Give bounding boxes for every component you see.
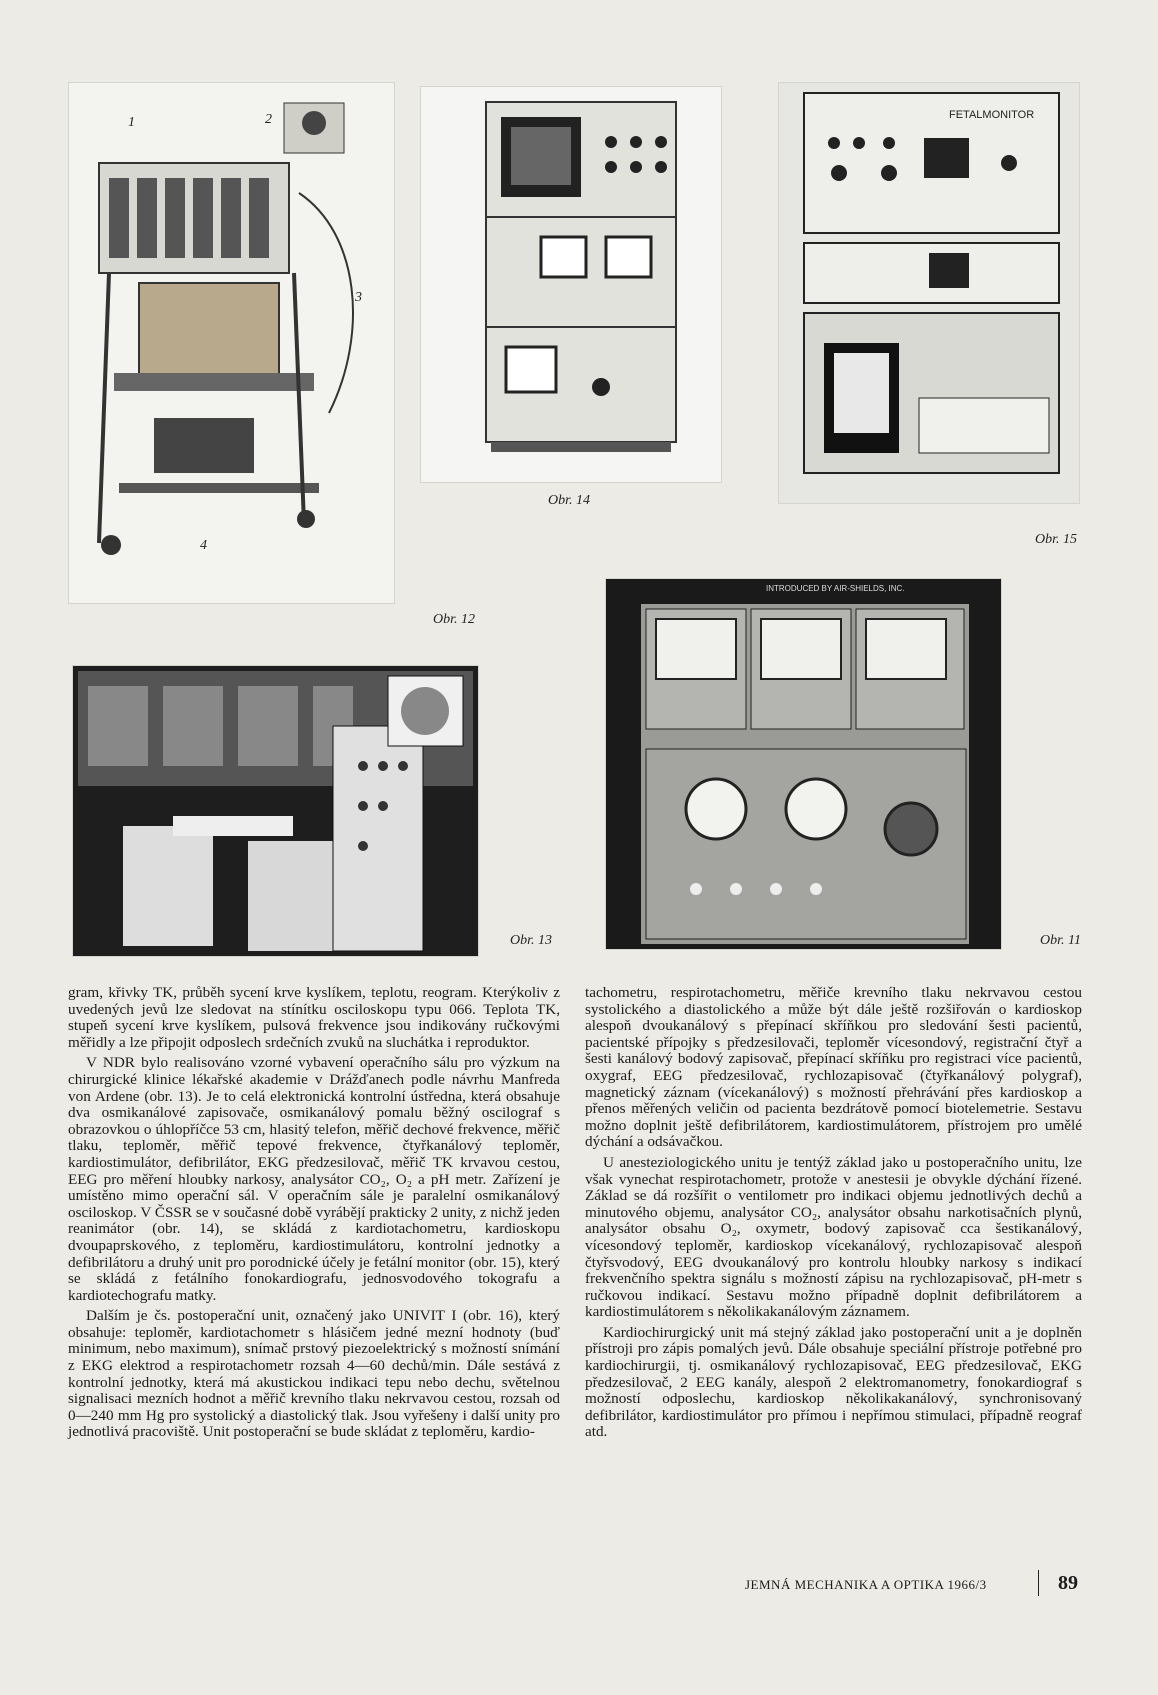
figure-obr13-caption: Obr. 13 [510,933,553,948]
left-column-text [68,985,560,1445]
figure-obr12-photo [68,82,395,604]
figure-obr14-photo [420,86,722,483]
figure-obr14-caption: Obr. 14 [548,493,591,508]
paragraph: Dalším je čs. postoperační unit, označený jako UNIVIT I (obr. 16), který obsahuje: teploměr, kardiotachometr s hlásičem jedné mezní hodnoty (buď minimum, nebo maximum), snímač prstový piezoelektrický s možností snímání z EKG elektrod a respirotachometr rozsah 4—60 dechů/min. Dále sestává z kontrolní jednotky, která má akustickou indikaci tepu nebo dechu, světelnou signalisaci mezních hodnot a měřič krevního tlaku nekrvavou cestou, rozsah od 0—240 mm Hg pro systolický a diastolický tlak. Jsou vyřešeny i další unity pro jednotlivá pracoviště. Unit postoperační se bude skládat z teploměru, kardio- [68,1307,560,1441]
figure-label-1: 1 [128,115,135,130]
footer-divider [1038,1570,1039,1596]
paragraph: gram, křivky TK, průběh sycení krve kyslíkem, teplotu, reogram. Kterýkoliv z uvedených jevů lze sledovat na stínítku osciloskopu typu 066. Teplota TK, stupeň sycení krve kyslíkem, pulsová frekvence jsou indikovány ručkovými měřidly a lze připojit odposlech srdečních zvuků na sluchátka i reproduktor. [68,984,560,1051]
journal-name: JEMNÁ MECHANIKA A OPTIKA 1966/3 [745,1577,987,1592]
air-shields-label: INTRODUCED BY AIR-SHIELDS, INC. [766,584,905,593]
paragraph: Kardiochirurgický unit má stejný základ jako postoperační unit a je doplněn přístroji pro zápis pomalých jevů. Dále obsahuje speciální přístroje potřebné pro kardiochirurgii, tj. osmikanálový rychlozapisovač, EEG předzesilovač, EKG předzesilovač, 2 EEG kanály, alespoň 2 elektromanometry, fonokardiograf s možností odposlechu, kardioskop několikakanálový, synchronisovaný defibrilátor, kardiostimulátor pro přímou i nepřímou stimulaci, případně reograf atd. [585,1323,1082,1441]
figure-label-4: 4 [200,538,207,553]
paragraph: V NDR bylo realisováno vzorné vybavení operačního sálu pro výzkum na chirurgické klinice lékařské akademie v Drážďanech podle návrhu Manfreda von Ardene (obr. 13). Je to celá elektronická kontrolní ústředna, která obsahuje dva osmikanálové zapisovače, osmikanálový pomalu běžný oscilograf s obrazovkou o úhlopříčce 53 cm, hlasitý telefon, měřič dechové frekvence, měřič tlaku, teploměr, měřič tepové frekvence, čtyřkanálový teploměr, kardiostimulátor, defibrilátor, EKG předzesilovač, měřič TK krvavou cestou, EEG pro měření hloubky narkosy, analysátor CO₂, O₂ a pH metr. Zařízení je umístěno mimo operační sál. V operačním sále je paralelní osmikanálový osciloskop. V ČSSR se v současné době vyrábějí prakticky 2 unity, z nichž jeden reanimátor (obr. 14), se skládá z kardiotachometru, kardioskopu dvoupaprskového, z teploměru, kardiostimulátoru, kontrolní jednotky a defibrilátoru a druhý unit pro porodnické účely je fetální monitor (obr. 15), který se skládá z fetálního fonokardiografu, jednosvodového tokografu a kardiotechografu matky. [68,1054,560,1304]
right-column-text [585,985,1082,1445]
figure-obr12-caption: Obr. 12 [433,612,476,627]
figure-label-3: 3 [355,290,362,305]
fetalmonitor-label: FETALMONITOR [949,109,1035,121]
paragraph: U anesteziologického unitu je tentýž základ jako u postoperačního unitu, lze však vynechat respirotachometr, protože v anestesii je obvykle dýchání řízené. Základ se dá rozšířit o ventilometr pro indikaci objemu jednotlivých dechů a minutového objemu, analysátor CO₂, analysátor obsahu narkotisačních plynů, analysátor obsahu O₂, oxymetr, bodový zapisovač cca šestikanálový, vícesondový teploměr, kardioskop vícekanálový, rychlozapisovač alespoň čtyřsvodový, EEG dvoukanálový pro kontrolu hloubky narkosy s indikací frekvenčního spektra signálu s možností zápisu na rychlozapisovač, pH-metr s ručkovou indikací. Sestavu možno případně doplnit defibrilátorem a kardiostimulátorem s několikakanálovým záznamem. [585,1153,1082,1321]
page-number: 89 [1058,1572,1078,1594]
figure-obr15-caption: Obr. 15 [1035,532,1078,547]
figure-obr15-photo [778,82,1080,504]
figure-obr11-caption: Obr. 11 [1040,933,1081,948]
figure-obr11-photo [605,578,1002,950]
figure-label-2: 2 [265,112,272,127]
figure-obr13-photo [72,665,479,957]
paragraph: tachometru, respirotachometru, měřiče krevního tlaku nekrvavou cestou systolického a diastolického a může být dále ještě rozšiřován o kardioskop alespoň dvoukanálový s přepínací skříňkou pro sledování šesti pacientů, pacientské přípojky s předzesilovači, teploměr vícesondový, registrační čtyř a šesti kanálový bodový zapisovač, přepínací skříňku pro registraci více pacientů, oxygraf, EEG předzesilovač, rychlozapisovač (čtyřkanálový polygraf), magnetický záznam (vícekanálový) s možností přehrávání přes kardioskop a přenos měřených veličin od pacienta bezdrátově pomocí biotelemetrie. Sestavu možno doplnit ještě defibrilátorem, kardiostimulátorem, přístrojem pro umělé dýchání a odsávačkou. [585,984,1082,1151]
